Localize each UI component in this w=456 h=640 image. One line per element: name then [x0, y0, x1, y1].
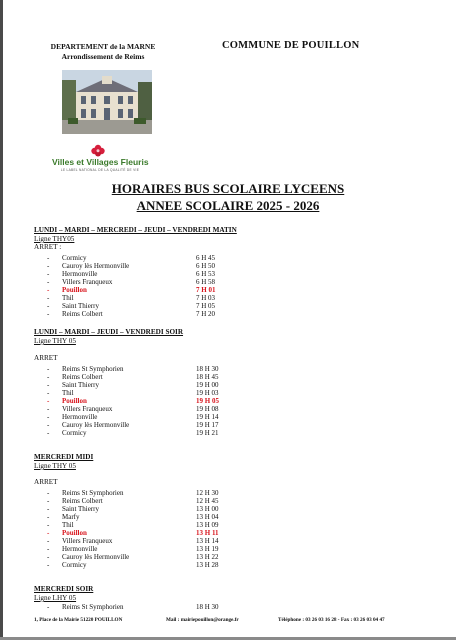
- stop-name: Reims Colbert: [62, 310, 103, 318]
- schedule-row: [0, 603, 456, 611]
- bullet-dash: -: [47, 397, 50, 405]
- schedule-row: [0, 421, 456, 429]
- stop-name: Reims Colbert: [62, 497, 103, 505]
- stop-time: 19 H 17: [196, 421, 219, 429]
- stop-time: 19 H 03: [196, 389, 219, 397]
- footer-address: 1, Place de la Mairie 51220 POUILLON: [34, 617, 123, 623]
- bullet-dash: -: [47, 537, 50, 545]
- stop-name: Villers Franqueux: [62, 278, 113, 286]
- stop-name: Cauroy lès Hermonville: [62, 421, 130, 429]
- stop-name: Cormicy: [62, 561, 87, 569]
- bullet-dash: -: [47, 521, 50, 529]
- schedule-row: [0, 302, 456, 310]
- bullet-dash: -: [47, 545, 50, 553]
- stop-time: 13 H 19: [196, 545, 219, 553]
- bullet-dash: -: [47, 310, 50, 318]
- ligne-label: Ligne THY 05: [34, 337, 76, 345]
- stop-name: Reims St Symphorien: [62, 603, 124, 611]
- stop-name: Cormicy: [62, 254, 87, 262]
- bullet-dash: -: [47, 254, 50, 262]
- stop-time: 13 H 11: [196, 529, 219, 537]
- arret-label: ARRET: [34, 478, 58, 486]
- bullet-dash: -: [47, 365, 50, 373]
- bullet-dash: -: [47, 513, 50, 521]
- bullet-dash: -: [47, 278, 50, 286]
- stop-time: 19 H 00: [196, 381, 219, 389]
- stop-time: 6 H 53: [196, 270, 216, 278]
- stop-time: 13 H 14: [196, 537, 219, 545]
- schedule-row: [0, 505, 456, 513]
- schedule-row: [0, 537, 456, 545]
- stop-time: 7 H 20: [196, 310, 216, 318]
- stop-time: 18 H 30: [196, 603, 219, 611]
- stop-time: 6 H 50: [196, 262, 216, 270]
- schedule-row: [0, 389, 456, 397]
- section-heading-morning: LUNDI – MARDI – MERCREDI – JEUDI – VENDREDI MATIN: [34, 226, 237, 234]
- commune-title: COMMUNE DE POUILLON: [222, 40, 360, 51]
- schedule-row: [0, 270, 456, 278]
- stop-name: Reims St Symphorien: [62, 365, 124, 373]
- stop-name: Hermonville: [62, 270, 98, 278]
- bullet-dash: -: [47, 497, 50, 505]
- stop-time: 12 H 30: [196, 489, 219, 497]
- stop-name: Pouillon: [62, 286, 87, 294]
- stop-time: 13 H 28: [196, 561, 219, 569]
- bullet-dash: -: [47, 529, 50, 537]
- schedule-row: [0, 262, 456, 270]
- stop-name: Villers Franqueux: [62, 405, 113, 413]
- stop-name: Saint Thierry: [62, 381, 100, 389]
- stop-name: Cormicy: [62, 429, 87, 437]
- town-hall-photo: [62, 70, 152, 134]
- schedule-row: [0, 405, 456, 413]
- schedule-row-highlighted: [0, 286, 456, 294]
- schedule-row: [0, 561, 456, 569]
- stop-time: 7 H 03: [196, 294, 216, 302]
- stop-name: Reims Colbert: [62, 373, 103, 381]
- schedule-row: [0, 381, 456, 389]
- stop-name: Villers Franqueux: [62, 537, 113, 545]
- schedule-row: [0, 254, 456, 262]
- stop-name: Hermonville: [62, 413, 98, 421]
- bullet-dash: -: [47, 294, 50, 302]
- schedule-row: [0, 278, 456, 286]
- stop-time: 13 H 00: [196, 505, 219, 513]
- stop-time: 19 H 21: [196, 429, 219, 437]
- stop-name: Thil: [62, 389, 74, 397]
- schedule-row: [0, 413, 456, 421]
- stop-time: 6 H 45: [196, 254, 216, 262]
- stop-name: Pouillon: [62, 529, 87, 537]
- logo-subtext: LE LABEL NATIONAL DE LA QUALITÉ DE VIE: [60, 168, 140, 172]
- stop-name: Thil: [62, 521, 74, 529]
- stop-name: Reims St Symphorien: [62, 489, 124, 497]
- schedule-row: [0, 521, 456, 529]
- ligne-label: Ligne THY 05: [34, 462, 76, 470]
- villes-villages-fleuris-logo: [52, 144, 148, 176]
- stop-name: Cauroy lès Hermonville: [62, 553, 130, 561]
- bullet-dash: -: [47, 373, 50, 381]
- schedule-row-highlighted: [0, 397, 456, 405]
- stop-time: 13 H 04: [196, 513, 219, 521]
- section-heading-wednesday-noon: MERCREDI MIDI: [34, 453, 94, 461]
- section-heading-evening: LUNDI – MARDI – JEUDI – VENDREDI SOIR: [34, 328, 184, 336]
- schedule-row: [0, 310, 456, 318]
- department-name: DEPARTEMENT de la MARNE: [50, 42, 156, 51]
- arret-label: ARRET :: [34, 243, 62, 251]
- stop-name: Cauroy lès Hermonville: [62, 262, 130, 270]
- stop-time: 19 H 05: [196, 397, 219, 405]
- arrondissement-name: Arrondissement de Reims: [61, 52, 145, 61]
- stop-name: Hermonville: [62, 545, 98, 553]
- schedule-row: [0, 429, 456, 437]
- ligne-label: Ligne LHY 05: [34, 594, 77, 602]
- stop-time: 7 H 05: [196, 302, 216, 310]
- stop-time: 12 H 45: [196, 497, 219, 505]
- bullet-dash: -: [47, 302, 50, 310]
- department-block: [48, 42, 158, 62]
- stop-name: Saint Thierry: [62, 302, 100, 310]
- document-title: HORAIRES BUS SCOLAIRE LYCEENS: [111, 181, 345, 196]
- stop-time: 18 H 45: [196, 373, 219, 381]
- footer-mail: Mail : mairiepouillon@orange.fr: [166, 617, 239, 623]
- schedule-row: [0, 545, 456, 553]
- school-year-title: ANNEE SCOLAIRE 2025 - 2026: [136, 198, 320, 213]
- stop-name: Marfy: [62, 513, 80, 521]
- bullet-dash: -: [47, 413, 50, 421]
- bullet-dash: -: [47, 489, 50, 497]
- bullet-dash: -: [47, 286, 50, 294]
- arret-label: ARRET: [34, 354, 58, 362]
- bullet-dash: -: [47, 603, 50, 611]
- footer-phone: Téléphone : 03 26 03 16 28 - Fax : 03 26 03 04 47: [278, 617, 385, 623]
- stop-name: Thil: [62, 294, 74, 302]
- section-heading-wednesday-evening: MERCREDI SOIR: [34, 585, 94, 593]
- schedule-row: [0, 553, 456, 561]
- bullet-dash: -: [47, 429, 50, 437]
- bullet-dash: -: [47, 389, 50, 397]
- stop-time: 13 H 22: [196, 553, 219, 561]
- stop-time: 6 H 58: [196, 278, 216, 286]
- stop-name: Saint Thierry: [62, 505, 100, 513]
- flower-icon: [90, 144, 106, 158]
- schedule-row: [0, 294, 456, 302]
- stop-time: 19 H 08: [196, 405, 219, 413]
- bullet-dash: -: [47, 561, 50, 569]
- schedule-row: [0, 365, 456, 373]
- ligne-label: Ligne THY05: [34, 235, 75, 243]
- bullet-dash: -: [47, 270, 50, 278]
- logo-text: Villes et Villages Fleuris: [52, 157, 149, 167]
- schedule-row: [0, 489, 456, 497]
- bullet-dash: -: [47, 553, 50, 561]
- stop-time: 19 H 14: [196, 413, 219, 421]
- bullet-dash: -: [47, 381, 50, 389]
- schedule-row: [0, 373, 456, 381]
- stop-name: Pouillon: [62, 397, 87, 405]
- stop-time: 18 H 30: [196, 365, 219, 373]
- schedule-row: [0, 497, 456, 505]
- stop-time: 13 H 09: [196, 521, 219, 529]
- bullet-dash: -: [47, 405, 50, 413]
- bullet-dash: -: [47, 421, 50, 429]
- schedule-row-highlighted: [0, 529, 456, 537]
- stop-time: 7 H 01: [196, 286, 216, 294]
- bullet-dash: -: [47, 505, 50, 513]
- bullet-dash: -: [47, 262, 50, 270]
- schedule-row: [0, 513, 456, 521]
